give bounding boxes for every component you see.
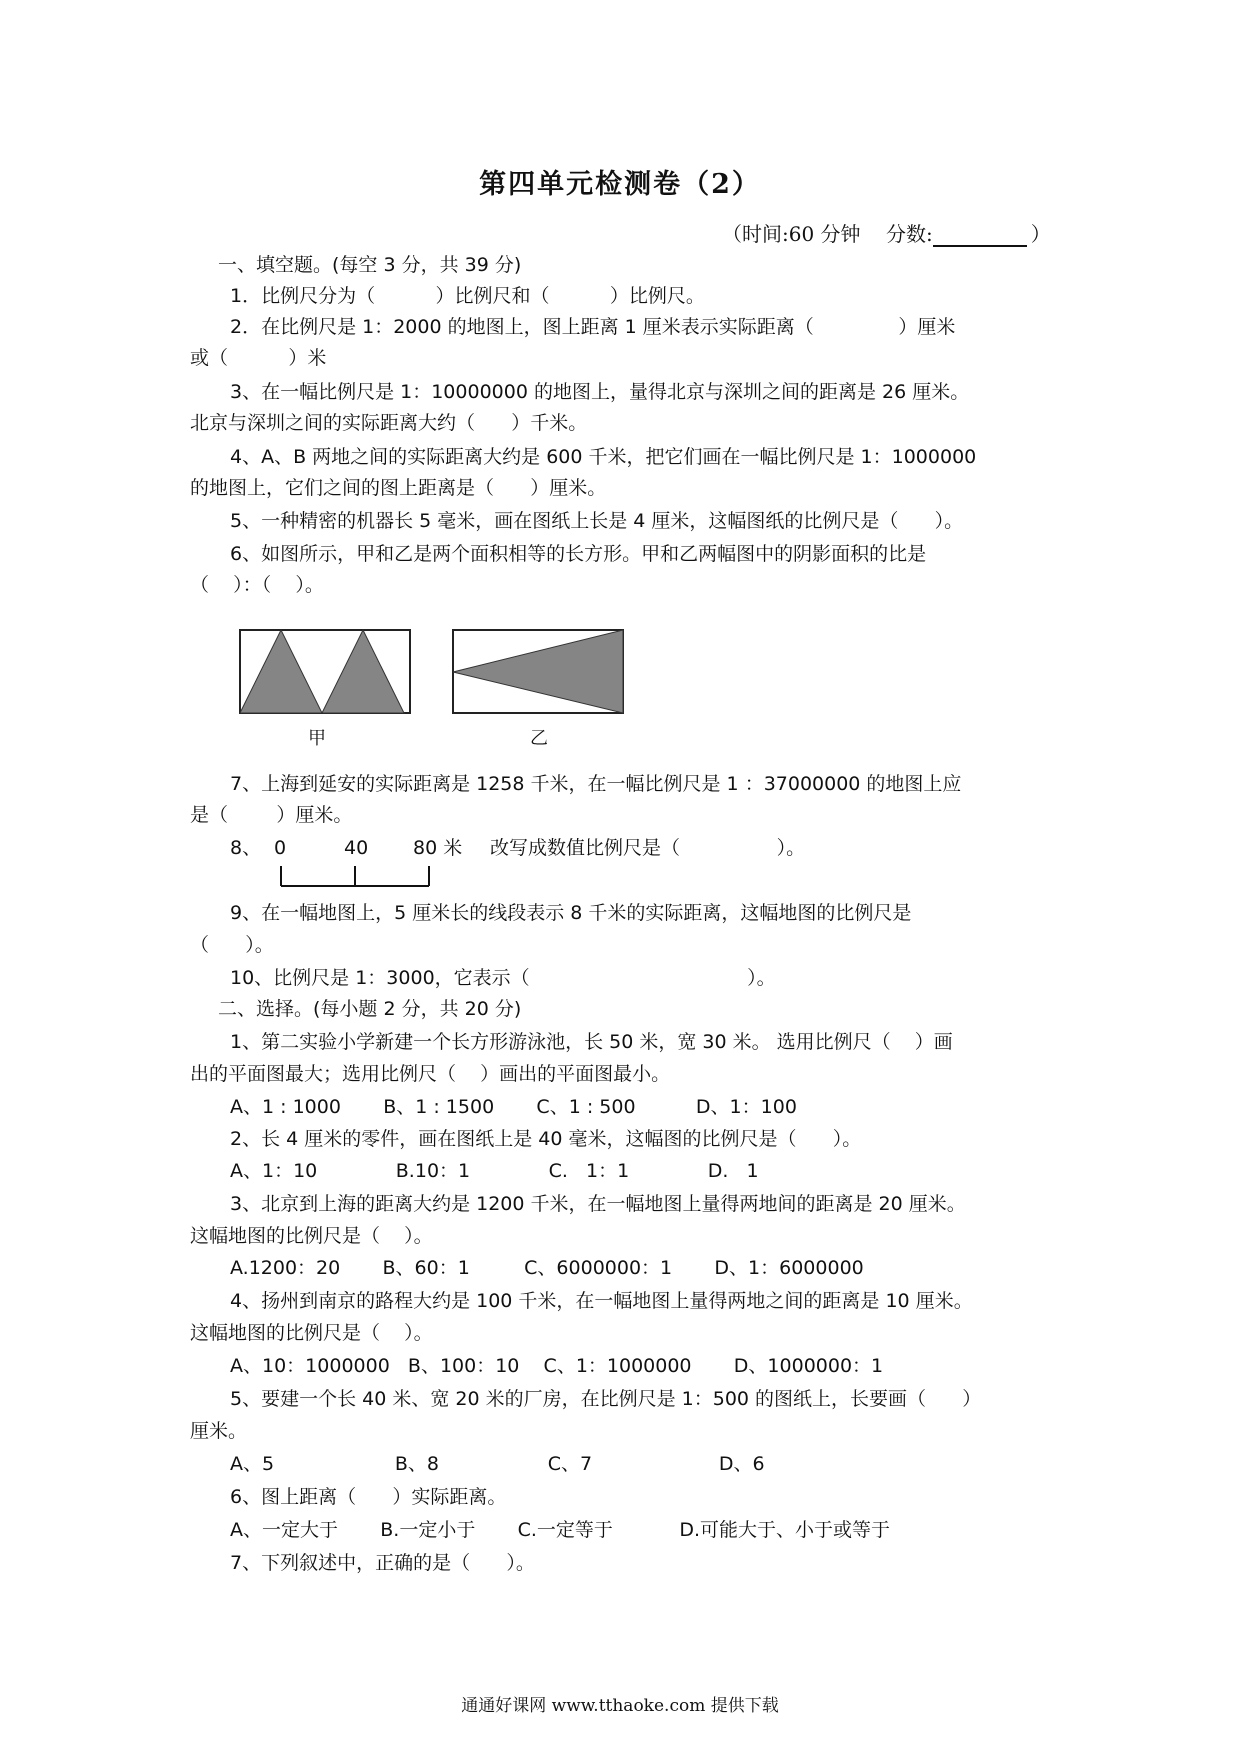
question-2-line1: 2．在比例尺是 1：2000 的地图上，图上距离 1 厘米表示实际距离（ ）厘米 bbox=[230, 316, 956, 338]
choice-6: 6、图上距离（ ）实际距离。 bbox=[230, 1486, 507, 1508]
score-label: 分数: bbox=[885, 222, 933, 246]
choice-5-line2: 厘米。 bbox=[190, 1420, 248, 1442]
meta-close: ） bbox=[1030, 222, 1051, 246]
exam-meta bbox=[722, 218, 1051, 247]
scale-tick-0: 0 bbox=[274, 837, 287, 859]
choice-7: 7、下列叙述中，正确的是（ ）。 bbox=[230, 1552, 535, 1574]
choice-3-line2: 这幅地图的比例尺是（ ）。 bbox=[190, 1225, 433, 1247]
line-scale-bar bbox=[274, 864, 436, 890]
question-9-line2: （ ）。 bbox=[190, 934, 274, 956]
question-6-line2: （ ）：（ ）。 bbox=[190, 574, 324, 596]
choice-4-options: A、10：1000000 B、100：10 C、1：1000000 D、1000000：1 bbox=[230, 1355, 884, 1377]
scale-tick-40: 40 bbox=[344, 837, 369, 859]
choice-1-line1: 1、第二实验小学新建一个长方形游泳池，长 50 米，宽 30 米。 选用比例尺（ ）画 bbox=[230, 1031, 953, 1053]
figure-jia-label: 甲 bbox=[308, 728, 326, 749]
choice-3-line1: 3、北京到上海的距离大约是 1200 千米，在一幅地图上量得两地间的距离是 20 厘米。 bbox=[230, 1193, 966, 1215]
question-3-line2: 北京与深圳之间的实际距离大约（ ）千米。 bbox=[190, 412, 588, 434]
footer-credit: 通通好课网 www.tthaoke.com 提供下载 bbox=[461, 1696, 779, 1716]
question-9-line1: 9、在一幅地图上，5 厘米长的线段表示 8 千米的实际距离，这幅地图的比例尺是 bbox=[230, 902, 912, 924]
time-label: （时间:60 分钟 bbox=[722, 222, 861, 246]
question-8-text: 改写成数值比例尺是（ ）。 bbox=[490, 837, 806, 859]
question-4-line1: 4、A、B 两地之间的实际距离大约是 600 千米，把它们画在一幅比例尺是 1：1000000 bbox=[230, 446, 977, 468]
figure-yi-label: 乙 bbox=[530, 728, 548, 749]
choice-2: 2、长 4 厘米的零件，画在图纸上是 40 毫米，这幅图的比例尺是（ ）。 bbox=[230, 1128, 862, 1150]
choice-5-line1: 5、要建一个长 40 米、宽 20 米的厂房，在比例尺是 1：500 的图纸上，长要画（ ） bbox=[230, 1388, 982, 1410]
choice-3-options: A.1200：20 B、60：1 C、6000000：1 D、1：6000000 bbox=[230, 1257, 864, 1279]
question-8-number: 8、 bbox=[230, 837, 262, 859]
choice-1-line2: 出的平面图最大；选用比例尺（ ）画出的平面图最小。 bbox=[190, 1063, 671, 1085]
figure-jia bbox=[238, 628, 412, 715]
choice-2-options: A、1：10 B.10：1 C. 1：1 D. 1 bbox=[230, 1160, 759, 1182]
choice-1-options: A、1 : 1000 B、1 : 1500 C、1 : 500 D、1：100 bbox=[230, 1096, 797, 1118]
question-6-line1: 6、如图所示，甲和乙是两个面积相等的长方形。甲和乙两幅图中的阴影面积的比是 bbox=[230, 543, 927, 565]
question-7-line2: 是（ ）厘米。 bbox=[190, 804, 353, 826]
scale-tick-80: 80 米 bbox=[413, 837, 463, 859]
question-2-line2: 或（ ）米 bbox=[190, 347, 327, 369]
question-5: 5、一种精密的机器长 5 毫米，画在图纸上长是 4 厘米，这幅图纸的比例尺是（ ）。 bbox=[230, 510, 964, 532]
question-7-line1: 7、上海到延安的实际距离是 1258 千米，在一幅比例尺是 1 ：37000000 的地图上应 bbox=[230, 773, 962, 795]
choice-4-line1: 4、扬州到南京的路程大约是 100 千米，在一幅地图上量得两地之间的距离是 10 厘米。 bbox=[230, 1290, 973, 1312]
question-1: 1．比例尺分为（ ）比例尺和（ ）比例尺。 bbox=[230, 285, 705, 307]
question-10: 10、比例尺是 1：3000，它表示（ ）。 bbox=[230, 967, 776, 989]
score-blank bbox=[933, 227, 1027, 247]
section1-header: 一、填空题。(每空 3 分，共 39 分) bbox=[218, 254, 522, 276]
choice-4-line2: 这幅地图的比例尺是（ ）。 bbox=[190, 1322, 433, 1344]
question-4-line2: 的地图上，它们之间的图上距离是（ ）厘米。 bbox=[190, 477, 607, 499]
choice-5-options: A、5 B、8 C、7 D、6 bbox=[230, 1453, 765, 1475]
section2-header: 二、选择。(每小题 2 分，共 20 分) bbox=[218, 998, 522, 1020]
question-3-line1: 3、在一幅比例尺是 1：10000000 的地图上，量得北京与深圳之间的距离是 26 厘米。 bbox=[230, 381, 970, 403]
figure-yi bbox=[451, 628, 625, 715]
choice-6-options: A、一定大于 B.一定小于 C.一定等于 D.可能大于、小于或等于 bbox=[230, 1519, 891, 1541]
page-title: 第四单元检测卷（2） bbox=[479, 169, 761, 200]
